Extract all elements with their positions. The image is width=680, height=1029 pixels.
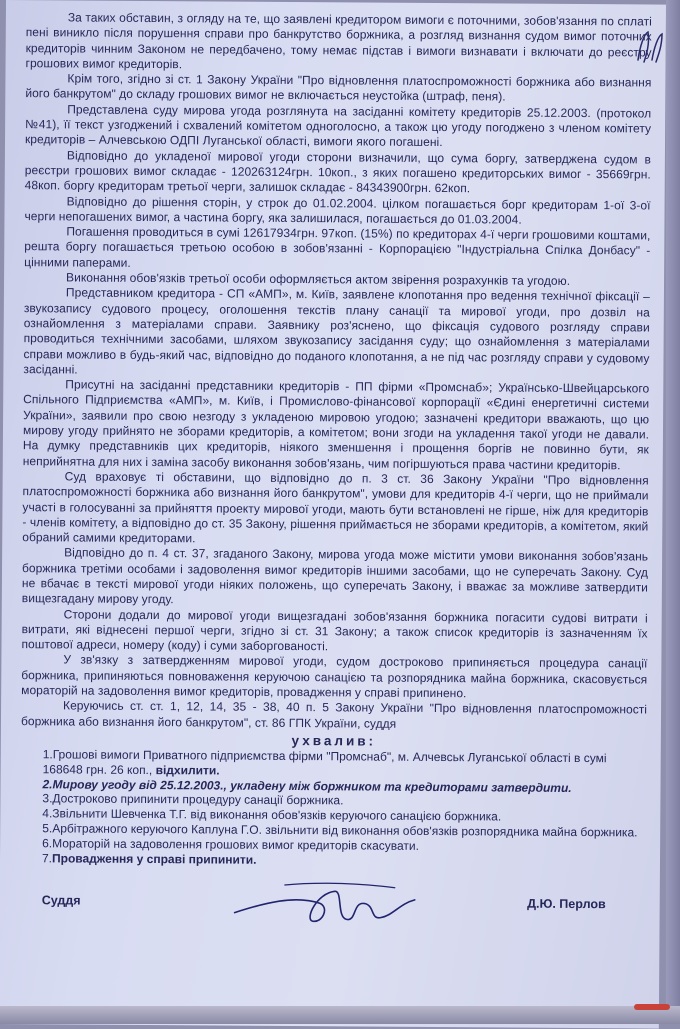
paragraph-procedure-terminated: У зв'язку з затвердженням мирової угоди, судом достроково припиняється процедура санації боржника, припиняються повноваження керуючою санацією та розпорядника майна боржника, скасовується мораторій на задоволення вимог кредиторів, провадження у справі припинено. — [21, 652, 648, 701]
ruling-item-7 — [20, 851, 646, 870]
paragraph-creditors-objection: Присутні на засіданні представники кредиторів - ПП фірми «Промснаб»; Українсько-Швейцарського Спільного Підприємства «АМП», м. Київ, і Промислово-фінансової корпорації «Єдині енергетичні системи України», заявили про свою незгоду з укладеною мировою угодою; зазначені кредитори вважають, що цю мирову угоду прийнято не зборами кредиторів, а комітетом; вони згоди на укладення такої угоди не давали. На думку представників цих кредиторів, ніякого зменшення і прощення боргів не повинно бути, як неприйнятна для них і заміна засобу виконання зобов'язань, чим погіршуються права частини кредиторів. — [22, 377, 650, 472]
margin-annotation-icon — [632, 26, 666, 66]
paragraph-repayment-deadline: Відповідно до рішення сторін, у строк до 01.02.2004. цілком погашається борг кредиторам 1-ої 3-ої черги непогашених вимог, а частина боргу, яка залишилася, погашається до 01.03.2004. — [24, 193, 651, 227]
paragraph-law-article-1: Крім того, згідно зі ст. 1 Закону України "Про відновлення платоспроможності боржника або визнання його банкрутом" до складу грошових вимог не включається неустойка (штраф, пеня). — [25, 71, 652, 104]
ruling-item-2: 2.Мирову угоду від 25.12.2003., укладену між боржником та кредиторами затвердити. — [42, 776, 572, 795]
ruling-item-1-text: 1.Грошові вимоги Приватного підприємства фірми "Промснаб", м. Алчевськ Луганської області в сумі 168648 грн. 26 коп., — [42, 747, 607, 777]
judge-signature-icon — [224, 873, 424, 934]
ruling-item-4: 4.Звільнити Шевченка Т.Г. від виконання обов'язків керуючого санацією боржника. — [42, 806, 502, 824]
paragraph-settlement-review: Представлена суду мирова угода розглянута на засіданні комітету кредиторів 25.12.2003. (протокол №41), її текст узгоджений і схвалений комітетом одноголосно, а також цю угоду погоджено з членом комітету кредиторів – Алчевською ОДПІ Луганської області, вимоги якого погашені. — [24, 102, 652, 150]
paragraph-article-37: Відповідно до п. 4 ст. 37, згаданого Закону, мирова угода може містити умови виконання зобов'язань боржника третіми особами і задоволення вимог кредиторів іншими засобами, що не суперечать Закону. Суд не вбачає в тексті мирової угоди ніяких положень, що суперечать Закону, і вважає за можливе затвердити вищезгадану мирову угоду. — [21, 545, 649, 607]
signature-block — [20, 879, 646, 931]
paragraph-debt-amount: Відповідно до укладеної мирової угоди сторони визначили, що сума боргу, затверджена судом в реєстри грошових вимог складає - 120263124грн. 10коп., з яких погашено кредиторських вимог - 35669грн. 48коп. боргу кредиторам третьої черги, залишок складає - 84343900грн. 62коп. — [24, 148, 651, 196]
page-edge-shadow — [666, 0, 680, 1024]
ruling-item-6: 6.Мораторій на задоволення грошових вимог кредиторів скасувати. — [42, 836, 420, 853]
ruling-item-3: 3.Достроково припинити процедуру санації боржника. — [42, 791, 344, 808]
ruling-item-5: 5.Арбітражного керуючого Каплуна Г.О. звільнити від виконання обов'язків розпорядника майна боржника. — [42, 821, 638, 840]
ruling-item-7-number: 7. — [41, 850, 53, 865]
paragraph-parties-added: Сторони додали до мирової угоди вищезгадані зобов'язання боржника погасити судові витрати і витрати, які віднесені першої черги, згідно зі ст. 31 Закону; а також список кредиторів із зазначенням їх поштової адреси, номеру (коду) і суми заборгованості. — [21, 606, 648, 654]
paragraph-repayment-sum: Погашення проводиться в сумі 12617934грн. 97коп. (15%) по кредиторах 4-ї черги грошовими коштами, решта боргу погашається третьою особою в зобов'язанні - Корпорацією "Індустріальна Спілка Донбасу" - цінними паперами. — [24, 224, 651, 270]
judge-name: Д.Ю. Перлов — [527, 896, 606, 912]
ruling-item-7-text: Провадження у справі припинити. — [51, 850, 257, 867]
judge-label: Суддя — [41, 893, 81, 908]
paragraph-guided-by: Керуючись ст. ст. 1, 12, 14, 35 - 38, 40 п. 5 Закону України "Про відновлення платоспроможності боржника або визнання його банкрутом", ст. 86 ГПК України, суддя — [20, 698, 648, 731]
paragraph-recording-motion: Представником кредитора - СП «АМП», м. Київ, заявлене клопотання про ведення технічної фіксації – звукозапису судового процесу, оголошення текстів плану санації та мирової угоди, про дозвіл на ознайомлення з матеріалами справи. Заявнику роз'яснено, що фіксація судового розгляду справи проводиться технічними засобами, шляхом звукозапису засідання суду; що ознайомлення з матеріалами справи можливо в будь-який час, відповідно до поданого клопотання, а не під час розгляду справи у судовому засіданні. — [23, 285, 650, 377]
red-mark-icon — [634, 1004, 670, 1010]
paragraph-court-considers: Суд враховує ті обставини, що відповідно до п. 3 ст. 36 Закону України "Про відновлення платоспроможності боржника або визнання його банкрутом", умови для кредиторів 4-ї черги, що не приймали участі в голосуванні за прийняття проекту мирової угоди, мають бути встановлені не гірше, ніж для кредиторів - членів комітету, а відповідно до ст. 35 Закону, рішення приймається не зборами кредиторів, а комітетом, який обраний самими кредиторами. — [22, 469, 649, 546]
ruling-item-1 — [21, 747, 647, 781]
ruling-item-1-verdict: відхилити. — [155, 762, 220, 778]
ruling-heading: ухвалив: — [291, 732, 377, 749]
paragraph-third-party-execution: Виконання обов'язків третьої особи оформляється актом звірення розрахунків та угодою. — [66, 270, 571, 288]
paragraph-current-claims: За таких обставин, з огляду на те, що заявлені кредитором вимоги є поточними, зобов'язання по сплаті пені виникло після порушення справи про банкрутство боржника, а розгляд визнання судом вимог поточних кредиторів чинним Законом не передбачено, тому немає підстав і вимоги визнавати і включати до реєстру грошових вимог кредиторів. — [25, 10, 652, 72]
page-bottom-background — [0, 1006, 680, 1024]
